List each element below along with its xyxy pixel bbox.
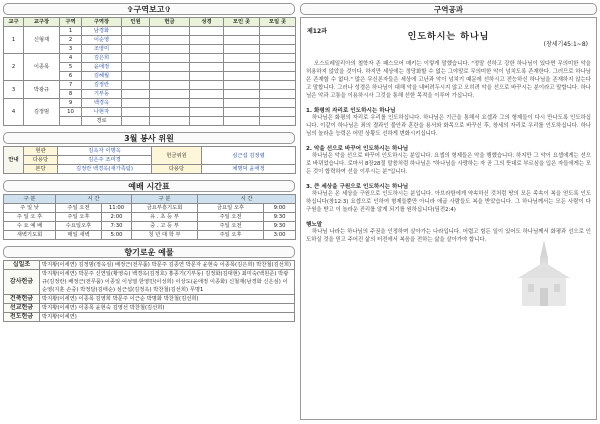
parish-leader-cell: 박광규 (24, 81, 60, 99)
table-row (4, 313, 295, 322)
zone-cell: 10 (60, 108, 82, 117)
zone-leader-cell: 나현자 (82, 108, 122, 117)
application-title: 행노말 (306, 222, 323, 228)
worship-day: 주일 오후 (56, 213, 102, 222)
worship-time: 9:30 (264, 213, 296, 222)
offering-names: 박지황(이세연) 이종목 윤현숙 김영선 박찬철(김선희) (40, 304, 295, 313)
zone-leader-cell: 이순영 (82, 36, 122, 45)
parish-cell: 3 (4, 81, 24, 99)
service-title: 3월 봉사 위원 (3, 132, 295, 144)
offering-type: 십일조 (4, 261, 40, 270)
left-column (3, 3, 295, 422)
zone-leader-cell: 남경화 (82, 27, 122, 36)
worship-name: 새벽기도회 (4, 231, 56, 240)
col-next-place: 모일 곳 (260, 18, 296, 27)
church-watermark-icon (504, 238, 584, 308)
service-role: 다용당 (152, 165, 202, 174)
table-row (4, 99, 296, 108)
point-1-title: 1. 화평의 자리로 인도하시는 하나님 (306, 108, 396, 114)
worship-table (3, 194, 296, 240)
zone-report-title: ✞구역보고✞ (3, 3, 295, 15)
offering-table (3, 260, 295, 322)
zone-cell: 6 (60, 72, 82, 81)
offering-type: 전도헌금 (4, 313, 40, 322)
worship-time: 9:00 (264, 204, 296, 213)
table-row (4, 213, 296, 222)
worship-day: 주일 오후 (198, 231, 264, 240)
worship-day: 수요일오후 (56, 222, 102, 231)
worship-name: 주 일 오 후 (4, 213, 56, 222)
scripture-reference: (창세기45:1~8) (543, 41, 588, 48)
worship-time: 7:30 (102, 222, 132, 231)
parish-cell: 1 (4, 27, 24, 54)
zone-cell: 1 (60, 27, 82, 36)
service-names: 김은주 조미경 (58, 156, 152, 165)
parish-leader-cell: 이종목 (24, 54, 60, 81)
service-table (3, 146, 296, 174)
zone-leader-cell: 김혜월 (82, 72, 122, 81)
zone-cell: 2 (60, 36, 82, 45)
worship-time: 9:30 (264, 222, 296, 231)
table-row (4, 147, 296, 156)
table-row (4, 304, 295, 313)
worship-day: 주일 오전 (198, 222, 264, 231)
col-parish: 교구 (4, 18, 24, 27)
zone-report-header (4, 18, 296, 27)
zone-cell: 5 (60, 63, 82, 72)
offering-names: 박지황(이세연) 박문주 신연일(황영숙) 백경옥(김정호) 홍종기(기부동) 김정화(김대현) 최미숙(백원준) 박광규(김정란) 배정근(전무품) 이종일 이성열 한영민(이성희) 이상도(윤애정 이종화) 신철재(남경화 신은심) 이순영(지훈 손중) 박정달(김태순) 심근섭(김정옥) 박찬철(김선희) 무명1 (40, 270, 295, 295)
service-role: 본당 (24, 165, 58, 174)
point-2-text: 하나님은 악을 선으로 바꾸어 인도하시는 분입니다. 요셉의 형제들은 악을 행했습니다. 하지만 그 악이 요셉에게는 선으로 바뀌었습니다. 로마서 8장28절 말씀처럼 하나님은 "하나님을 사랑하는 자 곧 그의 뜻대로 부르심을 입은 자들에게는 모든 것이 합력하여 선을 이루시는 분"입니다. (306, 153, 591, 175)
parish-cell: 2 (4, 54, 24, 81)
offering-type: 건축헌금 (4, 295, 40, 304)
worship-day: 매일 새벽 (56, 231, 102, 240)
service-role: 현관 (24, 147, 58, 156)
col-met-place: 모인 곳 (224, 18, 260, 27)
table-row (4, 81, 296, 90)
worship-header (4, 195, 296, 204)
zone-leader-cell: 백경옥 (82, 99, 122, 108)
zone-leader-cell: 조영미 (82, 45, 122, 54)
col-attendance: 인원 (122, 18, 150, 27)
col-kind: 구 분 (132, 195, 198, 204)
service-names: 채명덕 윤애정 (202, 165, 296, 174)
intro-paragraph: 오스트레일리아의 철학자 존 패스모어 매키는 이렇게 말했습니다. "정말 선하고 강한 하나님이 있다면 무의미한 악을 허용하지 않았을 것이다. 하지만 세상에는 정당화할 수 없는 그야말로 무의미한 악이 넘치도록 존재한다. 그러므로 하나님은 존재할 수 없다." 많은 무신론자들은 세상에 고난과 악이 넘치기 때문에 선하시고 전능하신 하나님을 존재하지 않는다고 말합니다. 그러나 성경은 하나님이 대해 악을 내버려두시지 않고 오히려 악을 선으로 바꾸시는 분이라고 말합니다. 하나님은 악과 고통을 이용하시사 그것을 통해 선한 목적을 이루어 가십니다. (306, 61, 591, 99)
worship-name: 수 요 예 배 (4, 222, 56, 231)
worship-day: 주일 오전 (198, 213, 264, 222)
zone-cell: 8 (60, 90, 82, 99)
service-role: 다용당 (24, 156, 58, 165)
table-row (4, 165, 296, 174)
zone-cell: 3 (60, 45, 82, 54)
worship-time: 2:00 (102, 213, 132, 222)
worship-name: 유 . 초 등 부 (132, 213, 198, 222)
worship-name: 금요부흥기도회 (132, 204, 198, 213)
table-row (4, 231, 296, 240)
parish-leader-cell: 신형재 (24, 27, 60, 54)
right-column (300, 3, 597, 422)
col-zone-leader: 구역장 (82, 18, 122, 27)
table-row (4, 222, 296, 231)
service-side-label: 안내 (4, 147, 24, 174)
service-names: 김정란 백경옥(새가족팀) (58, 165, 152, 174)
table-row (4, 295, 295, 304)
offering-names: 박지황(이세연) (40, 313, 295, 322)
worship-name: 중 . 고 등 부 (132, 222, 198, 231)
worship-time: 5:00 (102, 231, 132, 240)
zone-leader-cell: 김은희 (82, 54, 122, 63)
col-time: 시 간 (56, 195, 132, 204)
lesson-number: 제12과 (307, 28, 327, 35)
offering-title: 향기로운 예물 (3, 246, 295, 258)
worship-name: 청 년 대 학 부 (132, 231, 198, 240)
zone-leader-cell: 윤애정 (82, 63, 122, 72)
parish-leader-cell: 김정범 (24, 99, 60, 126)
point-3-title: 3. 큰 세상을 구원으로 인도하시는 하나님 (306, 184, 409, 190)
point-3-text: 하나님은 온 세상을 구원으로 인도하시는 분입니다. 아브라함에게 약속하신 것처럼 땅의 모든 족속이 복을 얻도록 인도하십니다(창12:3) 요셉으로 인하여 형제들뿐만 아니라 애굽 사람들도 복을 받았습니다. 그 하나님께서는 모든 사람이 다 구원을 받고 이 놀라운 진리를 알게 되기를 원하십니다(딤전2:4) (306, 191, 591, 213)
zone-study-body (300, 17, 597, 420)
zone-leader-cell: 기부동 (82, 90, 122, 99)
zone-cell (60, 117, 82, 126)
col-parish-leader: 교구장 (24, 18, 60, 27)
parish-cell: 4 (4, 99, 24, 126)
table-row (4, 270, 295, 295)
worship-title: 예배 시간표 (3, 180, 295, 192)
col-zone: 구역 (60, 18, 82, 27)
point-2-title: 2. 악을 선으로 바꾸어 인도하시는 하나님 (306, 146, 409, 152)
worship-name: 주 일 낮 (4, 204, 56, 213)
zone-study-title: 구역공과 (300, 3, 597, 15)
table-row (4, 204, 296, 213)
offering-names: 박지황(이세연) 이종목 김영희 박문주 이근순 박명화 박찬철(김선희) (40, 295, 295, 304)
zone-cell: 4 (60, 54, 82, 63)
service-role: 헌금위원 (152, 147, 202, 165)
zone-cell: 7 (60, 81, 82, 90)
offering-type: 감사헌금 (4, 270, 40, 295)
offering-type: 선교헌금 (4, 304, 40, 313)
lesson-heading: 인도하시는 하나님 (407, 32, 490, 42)
worship-time: 11:00 (102, 204, 132, 213)
point-1-text: 하나님은 화평의 자리로 우리를 인도하십니다. 하나님은 기근을 통해서 요셉과 그의 형제들이 다시 만나도록 인도하십니다. 이같이 하나님은 죄의 결과인 불안과 혼란을 용서와 화목으로 바꾸신 후, 창세의 자리로 우리를 인도하십니다. 하나님의 놀라운 능력은 어떤 상황도 선하게 변화시키십니다. (306, 115, 591, 137)
col-offering: 헌금 (150, 18, 190, 27)
offering-names: 박지황(이세연) 김정범(정옥심) 배정근(전무품) 박문주 김종연 박문자 윤현숙 이종목(김은희) 박찬철(김선희) (40, 261, 295, 270)
worship-day: 주일 오전 (56, 204, 102, 213)
col-kind: 구 분 (4, 195, 56, 204)
zone-leader-cell: 김정란 (82, 81, 122, 90)
service-names: 김옥자 이명옥 (58, 147, 152, 156)
table-row (4, 261, 295, 270)
application-text: 하나님 나라는 하나님의 주권을 인정하며 살아가는 나라입니다. 어렵고 힘든 일이 있어도 하나님께서 화평과 선으로 인도하실 것을 믿고 주어진 삶의 터전에서 복음을 전하는 삶을 살아가야 합니다. (306, 229, 591, 243)
worship-day: 금요일 오후 (198, 204, 264, 213)
zone-report-table (3, 17, 296, 126)
table-row (4, 54, 296, 63)
service-names: 심근섭 김정렬 (202, 147, 296, 165)
zone-leader-cell: 경로 (82, 117, 122, 126)
table-row (4, 27, 296, 36)
worship-time: 3:00 (264, 231, 296, 240)
zone-cell: 9 (60, 99, 82, 108)
col-bible: 성경 (190, 18, 224, 27)
col-time: 시 간 (198, 195, 296, 204)
